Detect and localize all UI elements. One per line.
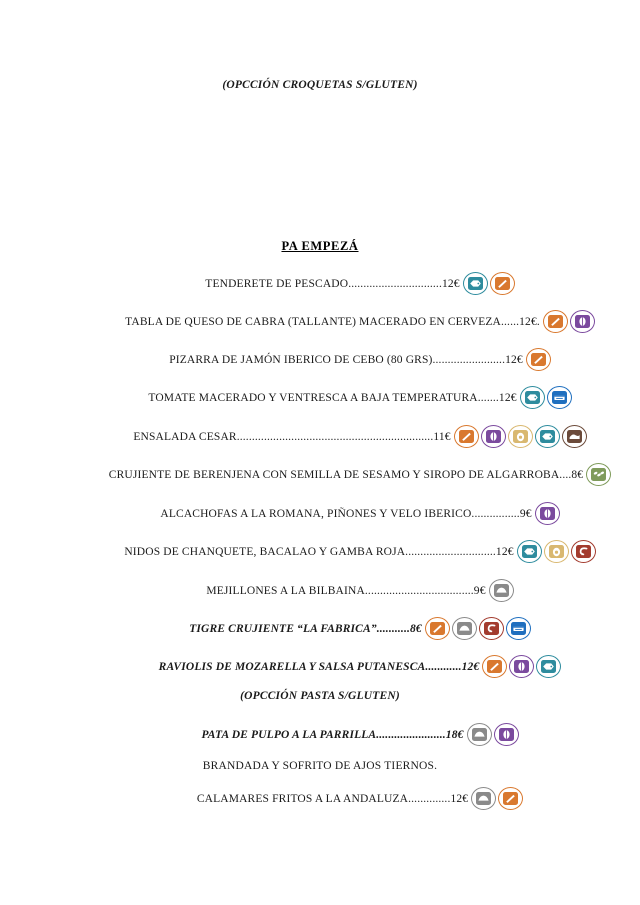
- allergen-glyph: [499, 728, 514, 741]
- allergen-fish-icon: [520, 386, 545, 409]
- allergen-glyph: [430, 622, 445, 635]
- dish-text: MEJILLONES A LA BILBAINA....................................9€: [206, 584, 486, 597]
- allergen-lactose-icon: [506, 617, 531, 640]
- allergen-egg-icon: [508, 425, 533, 448]
- allergen-gluten-icon: [454, 425, 479, 448]
- allergen-gluten-icon: [425, 617, 450, 640]
- dish-row: [40, 310, 640, 333]
- section-title: PA EMPEZÁ: [281, 239, 359, 253]
- dish-row: [40, 425, 640, 448]
- allergen-glyph: [486, 430, 501, 443]
- allergen-nuts-icon: [509, 655, 534, 678]
- allergen-glyph: [540, 507, 555, 520]
- dish-text: TIGRE CRUJIENTE “LA FABRICA”...........8€: [189, 622, 422, 635]
- allergen-badge-group: [471, 787, 523, 810]
- top-note: (OPCCIÓN CROQUETAS S/GLUTEN): [222, 79, 418, 91]
- allergen-crustaceans-icon: [571, 540, 596, 563]
- allergen-glyph: [540, 430, 555, 443]
- dish-row: [40, 502, 640, 525]
- dish-row: [40, 655, 640, 678]
- allergen-badge-group: [489, 579, 514, 602]
- allergen-molluscs-icon: [489, 579, 514, 602]
- allergen-fish-icon: [517, 540, 542, 563]
- allergen-badge-group: [463, 272, 515, 295]
- allergen-glyph: [549, 545, 564, 558]
- dish-row: [40, 787, 640, 810]
- allergen-badge-group: [543, 310, 595, 333]
- allergen-badge-group: [482, 655, 561, 678]
- dish-text: ENSALADA CESAR.................................................................11€: [133, 430, 451, 443]
- allergen-gluten-icon: [482, 655, 507, 678]
- allergen-egg-icon: [544, 540, 569, 563]
- allergen-badge-group: [535, 502, 560, 525]
- allergen-nuts-icon: [535, 502, 560, 525]
- allergen-molluscs-icon: [471, 787, 496, 810]
- dish-row: [40, 617, 640, 640]
- allergen-glyph: [531, 353, 546, 366]
- dish-text: CRUJIENTE DE BERENJENA CON SEMILLA DE SESAMO Y SIROPO DE ALGARROBA....8€: [108, 468, 584, 481]
- allergen-lactose-icon: [547, 386, 572, 409]
- allergen-glyph: [476, 792, 491, 805]
- allergen-soy-icon: [562, 425, 587, 448]
- dish-text: TOMATE MACERADO Y VENTRESCA A BAJA TEMPERATURA.......12€: [148, 391, 517, 404]
- allergen-glyph: [514, 660, 529, 673]
- allergen-crustaceans-icon: [479, 617, 504, 640]
- allergen-glyph: [567, 430, 582, 443]
- dish-text: ALCACHOFAS A LA ROMANA, PIÑONES Y VELO IBERICO................9€: [160, 507, 532, 520]
- dish-text: CALAMARES FRITOS A LA ANDALUZA..............12€: [196, 792, 469, 805]
- allergen-fish-icon: [463, 272, 488, 295]
- allergen-glyph: [495, 277, 510, 290]
- dish-text: PIZARRA DE JAMÓN IBERICO DE CEBO (80 GRS)........................12€: [169, 353, 523, 366]
- allergen-nuts-icon: [570, 310, 595, 333]
- allergen-glyph: [472, 728, 487, 741]
- dish-text: TABLA DE QUESO DE CABRA (TALLANTE) MACERADO EN CERVEZA......12€.: [125, 315, 540, 328]
- allergen-badge-group: [520, 386, 572, 409]
- allergen-glyph: [468, 277, 483, 290]
- section-heading-wrap: [40, 237, 600, 255]
- allergen-glyph: [457, 622, 472, 635]
- allergen-fish-icon: [536, 655, 561, 678]
- allergen-badge-group: [425, 617, 531, 640]
- allergen-glyph: [513, 430, 528, 443]
- allergen-glyph: [575, 315, 590, 328]
- allergen-glyph: [487, 660, 502, 673]
- allergen-badge-group: [467, 723, 519, 746]
- dish-text: NIDOS DE CHANQUETE, BACALAO Y GAMBA ROJA..............................12€: [124, 545, 514, 558]
- allergen-glyph: [522, 545, 537, 558]
- allergen-gluten-icon: [490, 272, 515, 295]
- dish-row: [40, 386, 640, 409]
- allergen-glyph: [576, 545, 591, 558]
- dish-row: [40, 348, 640, 371]
- allergen-glyph: [591, 468, 606, 481]
- allergen-gluten-icon: [543, 310, 568, 333]
- allergen-glyph: [503, 792, 518, 805]
- allergen-nuts-icon: [494, 723, 519, 746]
- allergen-badge-group: [454, 425, 587, 448]
- allergen-badge-group: [517, 540, 596, 563]
- dish-text: TENDERETE DE PESCADO...............................12€: [205, 277, 460, 290]
- allergen-badge-group: [586, 463, 611, 486]
- allergen-nuts-icon: [481, 425, 506, 448]
- sub-note: BRANDADA Y SOFRITO DE AJOS TIERNOS.: [202, 760, 438, 772]
- dish-row: [40, 579, 640, 602]
- allergen-fish-icon: [535, 425, 560, 448]
- dish-row: [40, 272, 640, 295]
- dish-row: [40, 463, 640, 486]
- allergen-glyph: [525, 391, 540, 404]
- allergen-glyph: [484, 622, 499, 635]
- allergen-glyph: [494, 584, 509, 597]
- allergen-glyph: [552, 391, 567, 404]
- allergen-glyph: [511, 622, 526, 635]
- allergen-glyph: [541, 660, 556, 673]
- allergen-glyph: [459, 430, 474, 443]
- allergen-glyph: [548, 315, 563, 328]
- allergen-molluscs-icon: [467, 723, 492, 746]
- dish-row: [40, 723, 640, 746]
- dish-text: PATA DE PULPO A LA PARRILLA.......................18€: [201, 728, 464, 741]
- allergen-gluten-icon: [498, 787, 523, 810]
- allergen-molluscs-icon: [452, 617, 477, 640]
- allergen-gluten-icon: [526, 348, 551, 371]
- dish-row: [40, 540, 640, 563]
- allergen-badge-group: [526, 348, 551, 371]
- mid-note: (OPCCIÓN PASTA S/GLUTEN): [240, 690, 400, 702]
- dish-text: RAVIOLIS DE MOZARELLA Y SALSA PUTANESCA............12€: [158, 660, 480, 673]
- allergen-sesame-icon: [586, 463, 611, 486]
